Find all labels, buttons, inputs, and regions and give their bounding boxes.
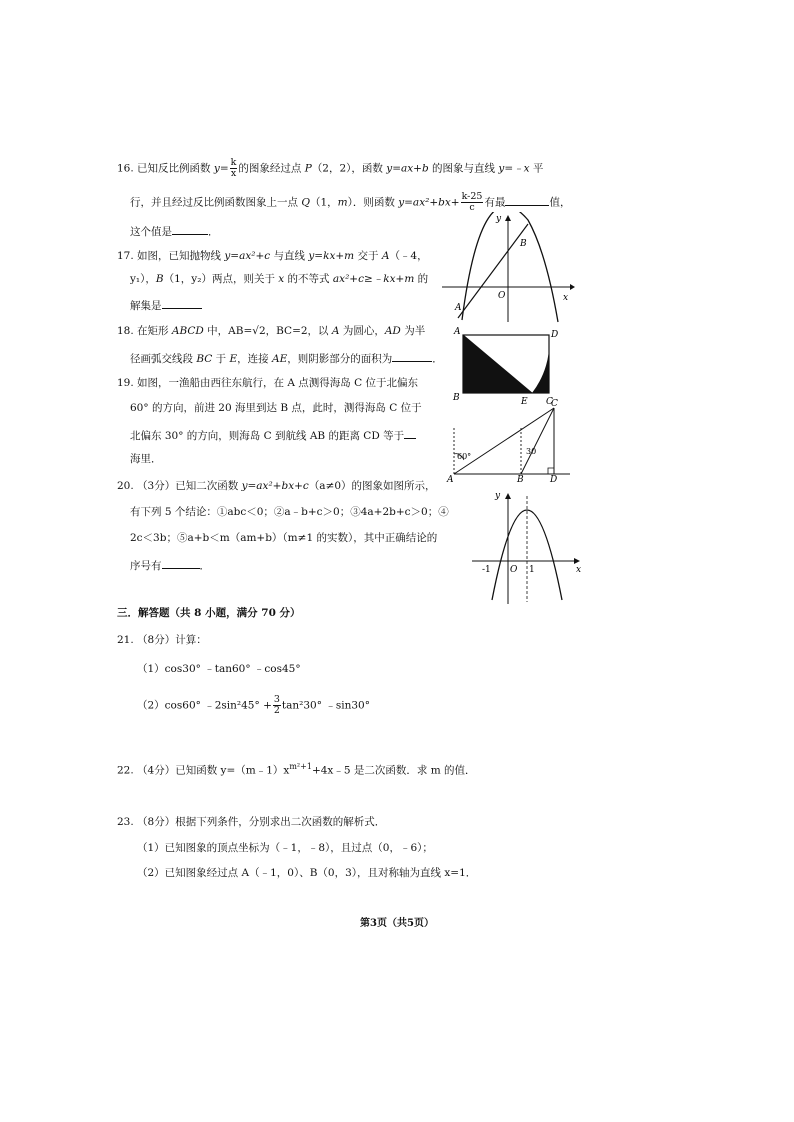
- q21-title: 21. （8分）计算：: [117, 634, 207, 646]
- q19-line3: 北偏东 30° 的方向，则海岛 C 到航线 AB 的距离 CD 等于: [130, 427, 416, 443]
- section-three-heading: 三．解答题（共 8 小题，满分 70 分）: [117, 607, 301, 619]
- q20-parabola-figure: [470, 488, 585, 606]
- answer-blank: [505, 194, 549, 206]
- q17-line1: 17. 如图，已知抛物线 y=ax²+c 与直线 y=kx+m 交于 A（﹣4，: [117, 250, 428, 262]
- label-60-degrees: 60°: [457, 452, 472, 461]
- answer-blank: [162, 557, 200, 569]
- label-30-degrees: 30: [526, 447, 537, 456]
- label-A: A: [447, 475, 454, 482]
- q23-part1: （1）已知图象的顶点坐标为（﹣1，﹣8），且过点（0，﹣6）；: [137, 842, 433, 854]
- segment-BC: [521, 408, 554, 474]
- label-one: 1: [529, 565, 535, 575]
- answer-blank: [162, 297, 202, 309]
- fraction-k25-over-c: $\frac{k-25}{c}$: [461, 191, 483, 213]
- q21-part1: （1）cos30° ﹣tan60° ﹣cos45°: [137, 663, 301, 675]
- label-A: A: [454, 327, 461, 337]
- x-axis-arrow: [574, 558, 580, 564]
- q18-line2: 径画弧交线段 BC 于 E，连接 AE，则阴影部分的面积为 ．: [130, 350, 443, 366]
- x-axis-arrow: [570, 284, 575, 290]
- answer-blank: [392, 350, 432, 362]
- label-x: x: [576, 565, 582, 575]
- label-O: O: [510, 565, 518, 575]
- q18-rectangle-figure: [450, 322, 562, 406]
- answer-blank: [404, 427, 416, 439]
- label-C: C: [546, 397, 553, 406]
- q17-line3: 解集是: [130, 297, 202, 313]
- q21-part2: （2）cos60° ﹣2sin²45° + $\frac{3}{2}$ tan²30° ﹣sin30°: [137, 694, 370, 716]
- q19-line1: 19. 如图，一渔船由西往东航行，在 A 点测得海岛 C 位于北偏东: [117, 377, 419, 389]
- q16-line3: 这个值是 ．: [130, 223, 219, 239]
- label-E: E: [521, 397, 528, 406]
- parabola-curve: [462, 212, 558, 322]
- q20-line1: 20. （3分）已知二次函数 y=ax²+bx+c（a≠0）的图象如图所示，: [117, 480, 436, 492]
- label-O: O: [498, 291, 506, 301]
- label-D: D: [551, 330, 559, 340]
- q20-line2: 有下列 5 个结论：①abc＜0；②a﹣b+c＞0；③4a+2b+c＞0；④: [130, 506, 449, 518]
- q20-line4: 序号有 ．: [130, 557, 210, 573]
- label-B: B: [517, 475, 524, 482]
- fraction-3-over-2: $\frac{3}{2}$: [273, 694, 280, 716]
- fraction-k-over-x: $\frac{k}{x}$: [230, 157, 237, 179]
- shaded-region-right: [532, 335, 549, 393]
- q22-line: 22. （4分）已知函数 $y=(m﹣1)x^{m^2+1}+4x﹣5$ 是二次函数．求 m 的值．: [117, 762, 476, 777]
- label-B: B: [453, 393, 460, 403]
- q19-line2: 60° 的方向，前进 20 海里到达 B 点，此时，测得海岛 C 位于: [130, 402, 422, 414]
- q20-line3: 2c＜3b；⑤a+b＜m（am+b）（m≠1 的实数），其中正确结论的: [130, 532, 438, 544]
- label-x: x: [563, 293, 569, 303]
- label-C: C: [551, 399, 558, 409]
- answer-blank: [172, 223, 208, 235]
- label-minus-one: -1: [482, 565, 491, 575]
- q23-part2: （2）已知图象经过点 A（﹣1，0）、B（0，3），且对称轴为直线 x=1．: [137, 867, 477, 879]
- q17-parabola-figure: [440, 212, 575, 324]
- q23-title: 23. （8分）根据下列条件，分别求出二次函数的解析式．: [117, 816, 386, 828]
- label-A: A: [455, 303, 462, 313]
- label-y: y: [496, 214, 502, 224]
- q19-navigation-figure: [444, 396, 574, 482]
- y-axis-arrow: [505, 493, 511, 499]
- label-y: y: [495, 491, 501, 501]
- y-axis-arrow: [505, 215, 511, 221]
- label-B: B: [520, 239, 527, 249]
- q16-line2: 行，并且经过反比例函数图象上一点 Q（1，m）．则函数 y=ax²+bx+ $\frac{k-25}{c}$ 有最 值，: [130, 191, 571, 213]
- q19-line4: 海里．: [130, 453, 162, 465]
- right-angle-mark: [548, 468, 554, 474]
- label-D: D: [550, 475, 558, 482]
- q18-line1: 18. 在矩形 ABCD 中，AB=√2，BC=2，以 A 为圆心，AD 为半: [117, 325, 426, 337]
- q16-line1: 16. 已知反比例函数 y= $\frac{k}{x}$ 的图象经过点 P（2，2），函数 y=ax+b 的图象与直线 y=﹣x 平: [117, 157, 544, 179]
- page-footer: 第3页（共5页）: [360, 918, 434, 929]
- segment-AC: [454, 408, 554, 474]
- line-curve: [458, 224, 528, 318]
- q17-line2: y₁），B（1，y₂）两点，则关于 x 的不等式 ax²+c≥﹣kx+m 的: [130, 273, 429, 285]
